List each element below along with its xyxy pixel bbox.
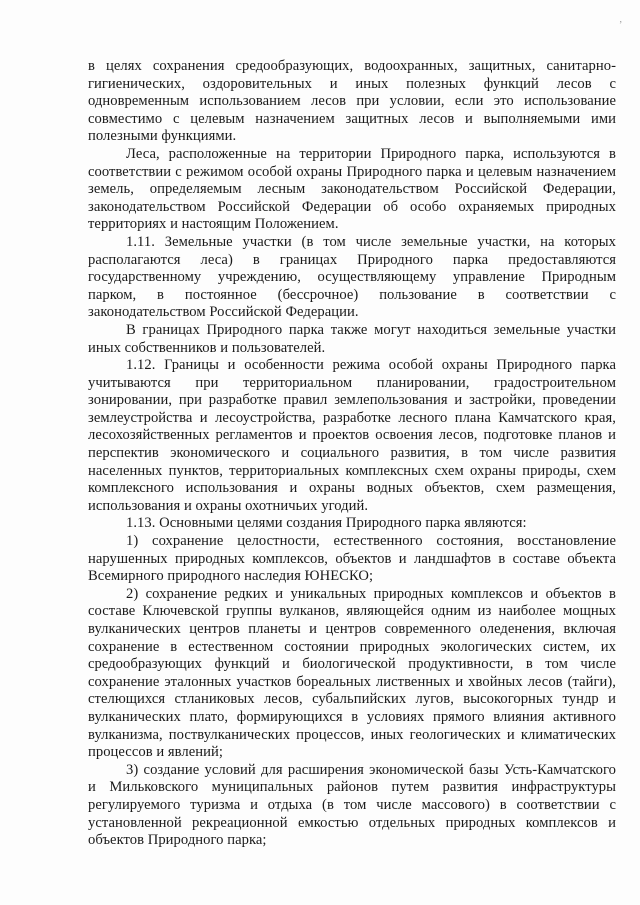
paragraph-1-11: 1.11. Земельные участки (в том числе земельные участки, на которых располагаются леса) в границах Природного парка предоставляются государственному учреждению, осуществляющему управление Природным парком, в постоянное (бессрочное) пользование в соответствии с законодательством Российской Федерации. [88, 233, 616, 321]
paragraph-1-13: 1.13. Основными целями создания Природного парка являются: [126, 515, 527, 532]
paragraph-other-owners: В границах Природного парка также могут находиться земельные участки иных собственников и пользователей. [88, 321, 616, 356]
paragraph-goal-3: 3) создание условий для расширения экономической базы Усть-Камчатского и Мильковского муниципальных районов путем развития инфраструктуры регулируемого туризма и отдыха (в том числе массового) в соответствии с установленной рекреационной емкостью отдельных природных комплексов и объектов Природного парка; [88, 761, 616, 849]
paragraph-forest-functions: в целях сохранения средообразующих, водоохранных, защитных, санитарно-гигиенических, оздоровительных и иных полезных функций лесов с одновременным использованием лесов при условии, если это использование совместимо с целевым назначением защитных лесов и выполняемыми ими полезными функциями. [88, 58, 616, 145]
paragraph-goal-1: 1) сохранение целостности, естественного состояния, восстановление нарушенных природных комплексов, объектов и ландшафтов в составе объекта Всемирного природного наследия ЮНЕСКО; [88, 533, 616, 585]
corner-mark: , [619, 14, 622, 25]
paragraph-goal-2: 2) сохранение редких и уникальных природных комплексов и объектов в составе Ключевской группы вулканов, являющейся одним из наиболее мощных вулканических центров планеты и центров современного оледенения, включая сохранение в естественном состоянии природных экологических систем, их средообразующих функций и биологической продуктивности, в том числе сохранение эталонных участков бореальных лиственных и хвойных лесов (тайги), стелющихся стланиковых лесов, субальпийских лугов, высокогорных тундр и вулканических плато, формирующихся в условиях прямого влияния активного вулканизма, поствулканических процессов, иных геологических и климатических процессов и явлений; [88, 585, 616, 761]
document-body [88, 58, 616, 850]
paragraph-1-12: 1.12. Границы и особенности режима особой охраны Природного парка учитываются при территориальном планировании, градостроительном зонировании, при разработке правил землепользования и застройки, проведении землеустройства и лесоустройства, разработке лесного плана Камчатского края, лесохозяйственных регламентов и проектов освоения лесов, подготовке планов и перспектив экономического и социального развития, в том числе развития населенных пунктов, территориальных комплексных схем охраны природы, схем комплексного использования и охраны водных объектов, схем размещения, использования и охраны охотничьих угодий. [88, 357, 616, 514]
paragraph-forest-usage: Леса, расположенные на территории Природного парка, используются в соответствии с режимом особой охраны Природного парка и целевым назначением земель, определяемым лесным законодательством Российской Федерации, законодательством Российской Федерации об особо охраняемых природных территориях и настоящим Положением. [88, 145, 616, 233]
